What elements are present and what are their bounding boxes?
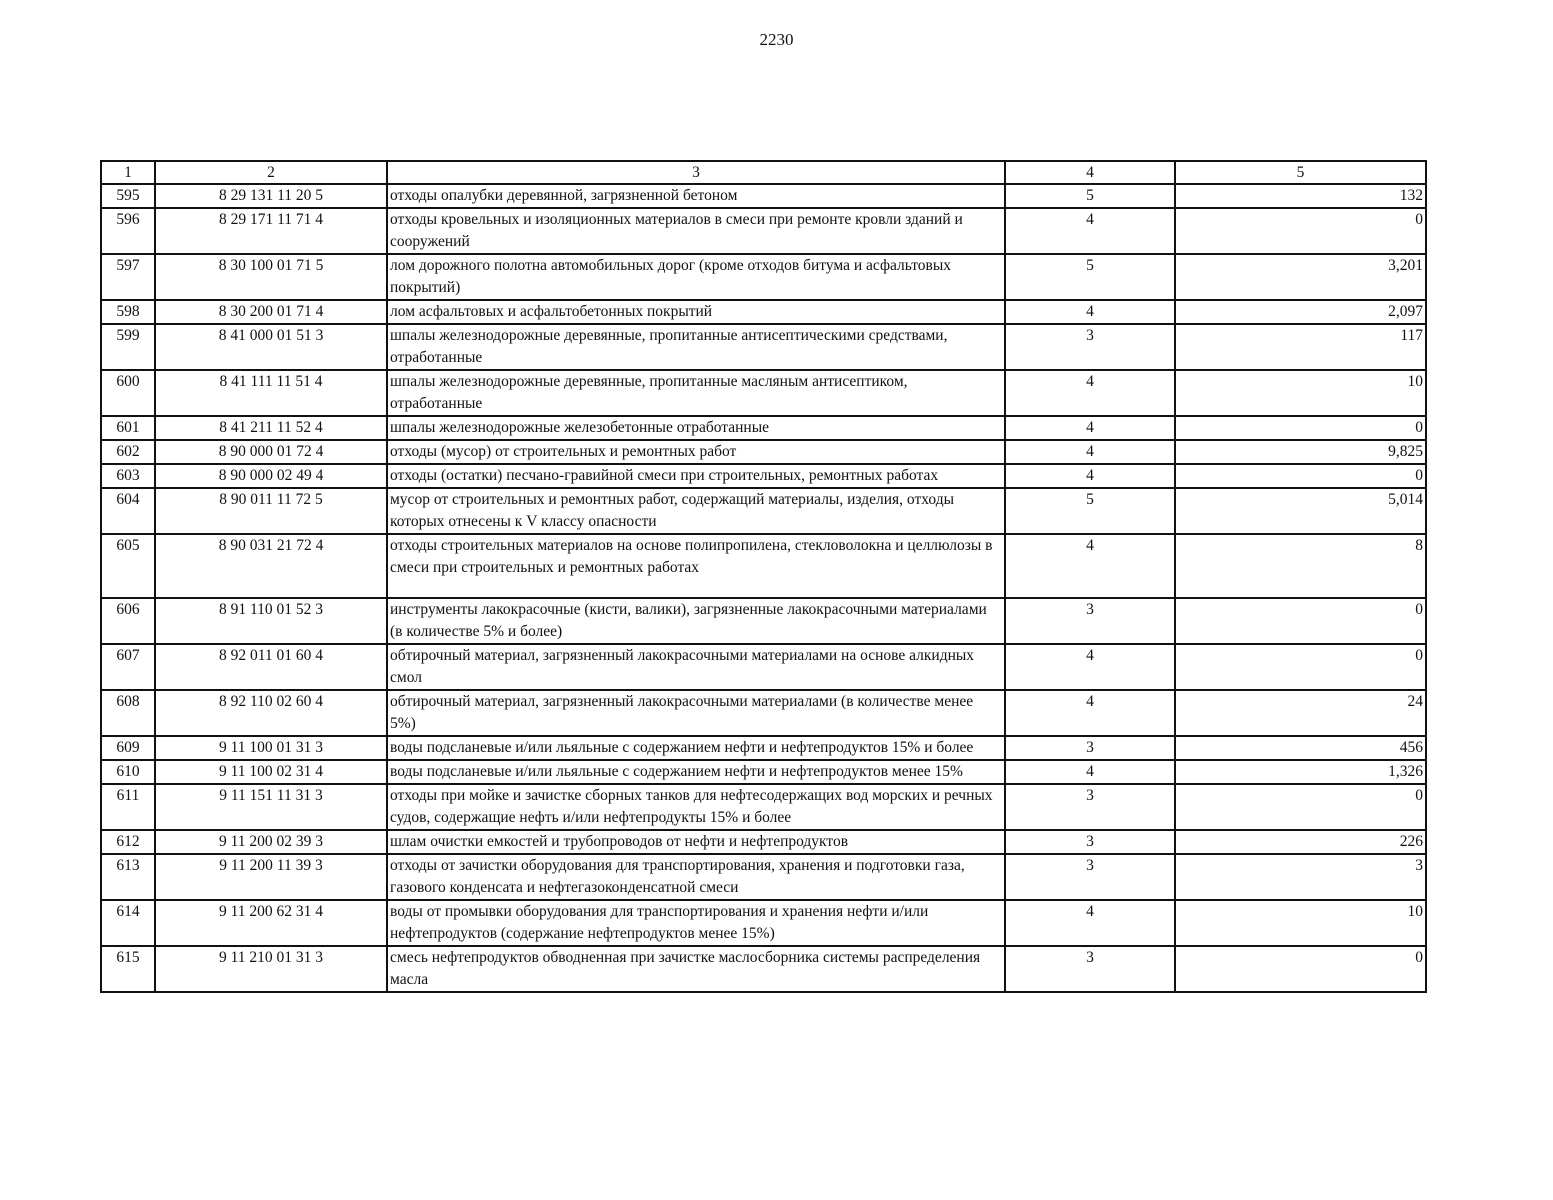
amount-cell: 0 xyxy=(1175,464,1426,488)
row-number-cell: 611 xyxy=(101,784,155,830)
table-row xyxy=(101,464,1426,488)
row-number-cell: 609 xyxy=(101,736,155,760)
table-row xyxy=(101,644,1426,690)
column-number-header: 4 xyxy=(1005,161,1175,184)
waste-name-cell: отходы (остатки) песчано-гравийной смеси при строительных, ремонтных работах xyxy=(387,464,1005,488)
table-row xyxy=(101,690,1426,736)
table-row xyxy=(101,900,1426,946)
row-number-cell: 595 xyxy=(101,184,155,208)
row-number-cell: 614 xyxy=(101,900,155,946)
hazard-class-cell: 4 xyxy=(1005,416,1175,440)
table-row xyxy=(101,534,1426,598)
hazard-class-cell: 3 xyxy=(1005,736,1175,760)
row-number-cell: 615 xyxy=(101,946,155,992)
table-row xyxy=(101,488,1426,534)
fkko-code-cell: 9 11 200 11 39 3 xyxy=(155,854,387,900)
table-row xyxy=(101,208,1426,254)
table-body xyxy=(101,184,1426,992)
amount-cell: 10 xyxy=(1175,900,1426,946)
table-row xyxy=(101,598,1426,644)
amount-cell: 3,201 xyxy=(1175,254,1426,300)
amount-cell: 3 xyxy=(1175,854,1426,900)
waste-name-cell: мусор от строительных и ремонтных работ, содержащий материалы, изделия, отходы которых отнесены к V классу опасности xyxy=(387,488,1005,534)
table-row xyxy=(101,946,1426,992)
waste-name-cell: отходы (мусор) от строительных и ремонтных работ xyxy=(387,440,1005,464)
row-number-cell: 613 xyxy=(101,854,155,900)
table-row xyxy=(101,300,1426,324)
amount-cell: 0 xyxy=(1175,784,1426,830)
hazard-class-cell: 4 xyxy=(1005,440,1175,464)
row-number-cell: 607 xyxy=(101,644,155,690)
hazard-class-cell: 3 xyxy=(1005,784,1175,830)
fkko-code-cell: 9 11 200 02 39 3 xyxy=(155,830,387,854)
hazard-class-cell: 4 xyxy=(1005,370,1175,416)
fkko-code-cell: 9 11 200 62 31 4 xyxy=(155,900,387,946)
hazard-class-cell: 4 xyxy=(1005,464,1175,488)
waste-name-cell: лом асфальтовых и асфальтобетонных покрытий xyxy=(387,300,1005,324)
row-number-cell: 598 xyxy=(101,300,155,324)
table-row xyxy=(101,440,1426,464)
waste-name-cell: шпалы железнодорожные деревянные, пропитанные антисептическими средствами, отработанные xyxy=(387,324,1005,370)
waste-name-cell: отходы от зачистки оборудования для транспортирования, хранения и подготовки газа, газового конденсата и нефтегазоконденсатной смеси xyxy=(387,854,1005,900)
table-row xyxy=(101,184,1426,208)
fkko-code-cell: 8 41 000 01 51 3 xyxy=(155,324,387,370)
amount-cell: 0 xyxy=(1175,416,1426,440)
amount-cell: 132 xyxy=(1175,184,1426,208)
fkko-code-cell: 9 11 100 01 31 3 xyxy=(155,736,387,760)
fkko-code-cell: 8 30 100 01 71 5 xyxy=(155,254,387,300)
amount-cell: 5,014 xyxy=(1175,488,1426,534)
amount-cell: 10 xyxy=(1175,370,1426,416)
amount-cell: 8 xyxy=(1175,534,1426,598)
waste-name-cell: лом дорожного полотна автомобильных дорог (кроме отходов битума и асфальтовых покрытий) xyxy=(387,254,1005,300)
waste-name-cell: воды подсланевые и/или льяльные с содержанием нефти и нефтепродуктов менее 15% xyxy=(387,760,1005,784)
table-row xyxy=(101,784,1426,830)
fkko-code-cell: 9 11 151 11 31 3 xyxy=(155,784,387,830)
fkko-code-cell: 8 41 111 11 51 4 xyxy=(155,370,387,416)
fkko-code-cell: 8 29 131 11 20 5 xyxy=(155,184,387,208)
hazard-class-cell: 3 xyxy=(1005,598,1175,644)
row-number-cell: 612 xyxy=(101,830,155,854)
amount-cell: 117 xyxy=(1175,324,1426,370)
row-number-cell: 610 xyxy=(101,760,155,784)
fkko-code-cell: 8 92 011 01 60 4 xyxy=(155,644,387,690)
fkko-code-cell: 8 41 211 11 52 4 xyxy=(155,416,387,440)
amount-cell: 1,326 xyxy=(1175,760,1426,784)
table-row xyxy=(101,830,1426,854)
hazard-class-cell: 5 xyxy=(1005,184,1175,208)
hazard-class-cell: 5 xyxy=(1005,254,1175,300)
table-row xyxy=(101,370,1426,416)
hazard-class-cell: 4 xyxy=(1005,300,1175,324)
row-number-cell: 599 xyxy=(101,324,155,370)
hazard-class-cell: 5 xyxy=(1005,488,1175,534)
table-row xyxy=(101,736,1426,760)
fkko-code-cell: 8 29 171 11 71 4 xyxy=(155,208,387,254)
row-number-cell: 604 xyxy=(101,488,155,534)
row-number-cell: 597 xyxy=(101,254,155,300)
hazard-class-cell: 3 xyxy=(1005,946,1175,992)
hazard-class-cell: 4 xyxy=(1005,690,1175,736)
waste-name-cell: смесь нефтепродуктов обводненная при зачистке маслосборника системы распределения масла xyxy=(387,946,1005,992)
fkko-code-cell: 8 91 110 01 52 3 xyxy=(155,598,387,644)
fkko-code-cell: 8 90 011 11 72 5 xyxy=(155,488,387,534)
amount-cell: 24 xyxy=(1175,690,1426,736)
row-number-cell: 596 xyxy=(101,208,155,254)
waste-name-cell: шпалы железнодорожные деревянные, пропитанные масляным антисептиком, отработанные xyxy=(387,370,1005,416)
row-number-cell: 601 xyxy=(101,416,155,440)
hazard-class-cell: 4 xyxy=(1005,760,1175,784)
row-number-cell: 605 xyxy=(101,534,155,598)
waste-name-cell: обтирочный материал, загрязненный лакокрасочными материалами (в количестве менее 5%) xyxy=(387,690,1005,736)
amount-cell: 0 xyxy=(1175,208,1426,254)
table-row xyxy=(101,254,1426,300)
page-number: 2230 xyxy=(759,30,794,49)
waste-name-cell: отходы кровельных и изоляционных материалов в смеси при ремонте кровли зданий и сооружений xyxy=(387,208,1005,254)
table-row xyxy=(101,324,1426,370)
row-number-cell: 606 xyxy=(101,598,155,644)
amount-cell: 456 xyxy=(1175,736,1426,760)
hazard-class-cell: 3 xyxy=(1005,324,1175,370)
fkko-code-cell: 8 90 000 01 72 4 xyxy=(155,440,387,464)
column-number-header: 2 xyxy=(155,161,387,184)
column-number-row xyxy=(101,161,1426,184)
column-number-header: 3 xyxy=(387,161,1005,184)
table-row xyxy=(101,416,1426,440)
waste-name-cell: обтирочный материал, загрязненный лакокрасочными материалами на основе алкидных смол xyxy=(387,644,1005,690)
waste-name-cell: воды подсланевые и/или льяльные с содержанием нефти и нефтепродуктов 15% и более xyxy=(387,736,1005,760)
table-row xyxy=(101,854,1426,900)
hazard-class-cell: 3 xyxy=(1005,830,1175,854)
waste-registry-table xyxy=(100,160,1427,993)
waste-name-cell: отходы при мойке и зачистке сборных танков для нефтесодержащих вод морских и речных судов, содержащие нефть и/или нефтепродукты 15% и более xyxy=(387,784,1005,830)
row-number-cell: 600 xyxy=(101,370,155,416)
column-number-header: 1 xyxy=(101,161,155,184)
hazard-class-cell: 4 xyxy=(1005,644,1175,690)
fkko-code-cell: 8 90 000 02 49 4 xyxy=(155,464,387,488)
amount-cell: 9,825 xyxy=(1175,440,1426,464)
row-number-cell: 602 xyxy=(101,440,155,464)
row-number-cell: 603 xyxy=(101,464,155,488)
amount-cell: 0 xyxy=(1175,946,1426,992)
fkko-code-cell: 9 11 100 02 31 4 xyxy=(155,760,387,784)
fkko-code-cell: 9 11 210 01 31 3 xyxy=(155,946,387,992)
hazard-class-cell: 4 xyxy=(1005,900,1175,946)
waste-name-cell: отходы опалубки деревянной, загрязненной бетоном xyxy=(387,184,1005,208)
waste-name-cell: инструменты лакокрасочные (кисти, валики), загрязненные лакокрасочными материалами (в количестве 5% и более) xyxy=(387,598,1005,644)
fkko-code-cell: 8 90 031 21 72 4 xyxy=(155,534,387,598)
waste-name-cell: воды от промывки оборудования для транспортирования и хранения нефти и/или нефтепродуктов (содержание нефтепродуктов менее 15%) xyxy=(387,900,1005,946)
waste-name-cell: отходы строительных материалов на основе полипропилена, стекловолокна и целлюлозы в смеси при строительных и ремонтных работах xyxy=(387,534,1005,598)
hazard-class-cell: 4 xyxy=(1005,534,1175,598)
hazard-class-cell: 4 xyxy=(1005,208,1175,254)
waste-name-cell: шлам очистки емкостей и трубопроводов от нефти и нефтепродуктов xyxy=(387,830,1005,854)
fkko-code-cell: 8 30 200 01 71 4 xyxy=(155,300,387,324)
column-number-header: 5 xyxy=(1175,161,1426,184)
hazard-class-cell: 3 xyxy=(1005,854,1175,900)
table-row xyxy=(101,760,1426,784)
amount-cell: 0 xyxy=(1175,598,1426,644)
amount-cell: 2,097 xyxy=(1175,300,1426,324)
waste-name-cell: шпалы железнодорожные железобетонные отработанные xyxy=(387,416,1005,440)
amount-cell: 0 xyxy=(1175,644,1426,690)
fkko-code-cell: 8 92 110 02 60 4 xyxy=(155,690,387,736)
amount-cell: 226 xyxy=(1175,830,1426,854)
row-number-cell: 608 xyxy=(101,690,155,736)
